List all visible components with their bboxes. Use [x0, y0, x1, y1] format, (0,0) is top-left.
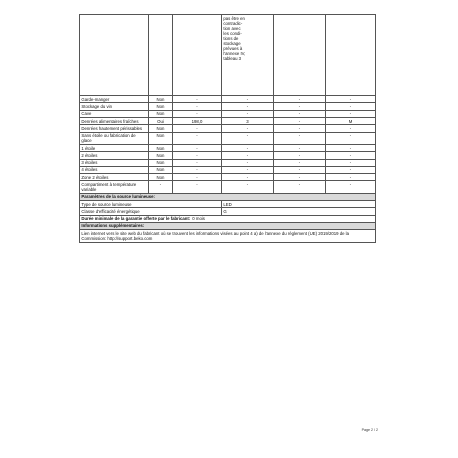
compartment-value: -: [326, 132, 376, 144]
warranty-row-cell: [80, 215, 376, 222]
page-number: Page 2 / 2: [361, 428, 378, 432]
compartment-temperature: -: [222, 110, 274, 117]
compartment-label: 4 étoiles: [80, 166, 149, 173]
compartment-value: -: [326, 144, 376, 151]
table-row: [80, 110, 376, 117]
compartment-label: Compartiment à température variable: [80, 181, 149, 193]
compartment-label: 2 étoiles: [80, 152, 149, 159]
light-source-header: Paramètres de la source lumineuse:: [80, 193, 376, 200]
continuation-line: l'annexe IV,: [223, 51, 246, 57]
compartment-value: -: [274, 103, 326, 110]
compartment-value: -: [326, 166, 376, 173]
continuation-line: tion avec: [223, 25, 241, 31]
table-row: [80, 103, 376, 110]
table-row: [80, 201, 376, 208]
compartment-present: Non: [149, 159, 173, 166]
continuation-line: stockage: [223, 41, 241, 47]
compartment-value: -: [274, 118, 326, 125]
compartment-volume: -: [173, 166, 222, 173]
compartment-label: Stockage du vin: [80, 103, 149, 110]
compartment-present: Non: [149, 96, 173, 103]
compartment-volume: 198,0: [173, 118, 222, 125]
compartment-temperature: 3: [222, 118, 274, 125]
compartment-volume: -: [173, 96, 222, 103]
table-row: [80, 144, 376, 151]
compartment-volume: -: [173, 181, 222, 193]
continuation-line: tableau 3: [223, 56, 242, 62]
compartment-temperature: -: [222, 96, 274, 103]
compartment-label: Zone 2 étoiles: [80, 174, 149, 181]
light-class-value: G: [222, 208, 376, 215]
product-info-table: [79, 14, 376, 243]
compartment-label: Cave: [80, 110, 149, 117]
compartment-present: Non: [149, 174, 173, 181]
table-row: [80, 125, 376, 132]
compartment-value: -: [326, 103, 376, 110]
table-row: [80, 96, 376, 103]
compartment-volume: -: [173, 144, 222, 151]
compartment-temperature: -: [222, 144, 274, 151]
continuation-line: tions de: [223, 35, 239, 41]
compartment-value: -: [326, 181, 376, 193]
compartment-present: Non: [149, 110, 173, 117]
warranty-row: [80, 215, 376, 222]
compartment-present: Non: [149, 144, 173, 151]
compartment-value: -: [326, 152, 376, 159]
compartment-value: -: [274, 125, 326, 132]
compartment-present: Non: [149, 125, 173, 132]
warranty-value: 0 mois: [192, 216, 205, 222]
compartment-temperature: -: [222, 166, 274, 173]
compartment-value: -: [274, 96, 326, 103]
compartment-value: -: [326, 125, 376, 132]
compartment-value: -: [326, 96, 376, 103]
compartment-label: 3 étoiles: [80, 159, 149, 166]
continuation-line: les condi-: [223, 30, 242, 36]
compartment-value: -: [274, 174, 326, 181]
compartment-volume: -: [173, 132, 222, 144]
continuation-text: [222, 15, 274, 96]
compartment-temperature: -: [222, 181, 274, 193]
compartment-volume: -: [173, 152, 222, 159]
compartment-temperature: -: [222, 174, 274, 181]
compartment-label: Sans étoile ou fabrication de glace: [80, 132, 149, 144]
compartment-value: M: [326, 118, 376, 125]
compartment-value: -: [274, 152, 326, 159]
compartment-present: Non: [149, 132, 173, 144]
table-row: [80, 166, 376, 173]
table-row: [80, 181, 376, 193]
compartment-temperature: -: [222, 159, 274, 166]
compartment-temperature: -: [222, 103, 274, 110]
continuation-line: pas être en: [223, 15, 245, 21]
light-class-label: Classe d'efficacité énergétique: [80, 208, 222, 215]
continuation-line: contradic-: [223, 20, 243, 26]
table-row: [80, 118, 376, 125]
light-type-label: Type de source lumineuse: [80, 201, 222, 208]
light-type-value: LED: [222, 201, 376, 208]
compartment-value: -: [274, 159, 326, 166]
table-row: [80, 152, 376, 159]
compartment-volume: -: [173, 174, 222, 181]
compartment-value: -: [326, 174, 376, 181]
compartment-volume: -: [173, 125, 222, 132]
compartment-temperature: -: [222, 152, 274, 159]
compartment-present: Non: [149, 103, 173, 110]
table-row: [80, 230, 376, 242]
extra-info-text: Lien internet vers le site web du fabricant où se trouvent les informations visées au point 4 a) de l'annexe du règlement (UE) 2019/2019 de la Commission: http://support.beko.com: [80, 230, 376, 242]
compartment-present: Non: [149, 152, 173, 159]
compartment-label: Garde-manger: [80, 96, 149, 103]
compartment-value: -: [274, 166, 326, 173]
table-row: [80, 174, 376, 181]
compartment-volume: -: [173, 110, 222, 117]
compartment-temperature: -: [222, 125, 274, 132]
compartment-value: -: [274, 110, 326, 117]
compartment-volume: -: [173, 103, 222, 110]
compartment-present: Non: [149, 166, 173, 173]
compartment-value: -: [274, 181, 326, 193]
continuation-row: [80, 15, 376, 96]
compartment-present: -: [149, 181, 173, 193]
compartment-value: -: [274, 144, 326, 151]
compartment-value: -: [326, 110, 376, 117]
compartment-label: Denrées hautement périssables: [80, 125, 149, 132]
extra-info-header: Informations supplémentaires:: [80, 222, 376, 229]
compartment-temperature: -: [222, 132, 274, 144]
compartment-label: 1 étoile: [80, 144, 149, 151]
compartment-volume: -: [173, 159, 222, 166]
compartment-label: Denrées alimentaires fraîches: [80, 118, 149, 125]
table-row: [80, 208, 376, 215]
compartment-value: -: [326, 159, 376, 166]
continuation-line: prévues à: [223, 46, 243, 52]
warranty-label: Durée minimale de la garantie offerte par le fabricant:: [81, 216, 191, 222]
section-header-row: [80, 222, 376, 229]
compartment-value: -: [274, 132, 326, 144]
compartment-present: Oui: [149, 118, 173, 125]
table-row: [80, 132, 376, 144]
table-row: [80, 159, 376, 166]
section-header-row: [80, 193, 376, 200]
